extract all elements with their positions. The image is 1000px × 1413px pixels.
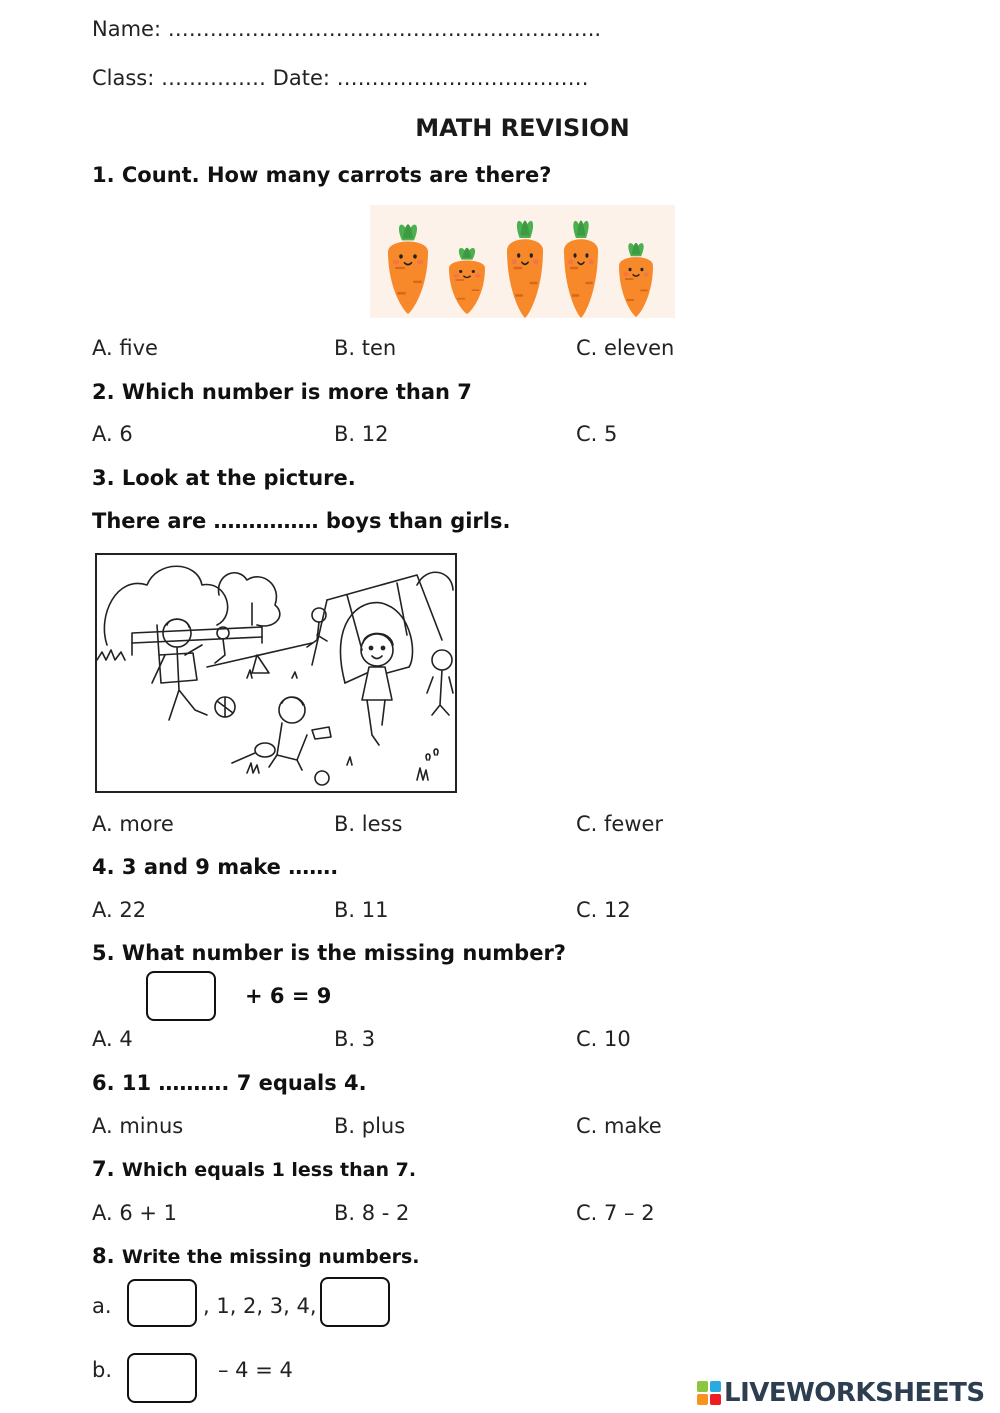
q4-option-b[interactable]: B. 11 <box>334 898 389 922</box>
question-8-number: 8. <box>92 1244 115 1268</box>
class-date-field[interactable]: Class: …………… Date: ……………………………… <box>92 66 589 90</box>
q6-option-c[interactable]: C. make <box>576 1114 662 1138</box>
q5-equation: + 6 = 9 <box>245 984 332 1008</box>
q8b-label: b. <box>92 1358 113 1382</box>
carrots-image <box>370 205 675 318</box>
question-2-prompt: 2. Which number is more than 7 <box>92 380 472 404</box>
question-3-subprompt: There are …………… boys than girls. <box>92 509 511 533</box>
q5-answer-box[interactable] <box>146 971 216 1021</box>
q6-option-a[interactable]: A. minus <box>92 1114 184 1138</box>
q7-option-a[interactable]: A. 6 + 1 <box>92 1201 178 1225</box>
question-7-prompt <box>92 1157 416 1181</box>
page-title: MATH REVISION <box>415 114 630 142</box>
q7-option-c[interactable]: C. 7 – 2 <box>576 1201 655 1225</box>
q5-option-a[interactable]: A. 4 <box>92 1027 133 1051</box>
q1-option-b[interactable]: B. ten <box>334 336 397 360</box>
q8a-answer-box-2[interactable] <box>320 1277 390 1327</box>
q3-option-b[interactable]: B. less <box>334 812 403 836</box>
carrot-icon-3 <box>507 221 543 319</box>
q8a-sequence: , 1, 2, 3, 4, <box>203 1294 317 1318</box>
q6-option-b[interactable]: B. plus <box>334 1114 406 1138</box>
q8b-equation: – 4 = 4 <box>218 1358 293 1382</box>
q8a-answer-box-1[interactable] <box>127 1279 197 1327</box>
q1-option-a[interactable]: A. five <box>92 336 158 360</box>
playground-picture <box>95 553 457 793</box>
q4-option-a[interactable]: A. 22 <box>92 898 147 922</box>
q5-option-c[interactable]: C. 10 <box>576 1027 631 1051</box>
q2-option-c[interactable]: C. 5 <box>576 422 618 446</box>
name-field[interactable]: Name: …………………………………………………….. <box>92 17 602 41</box>
question-7-number: 7. <box>92 1157 115 1181</box>
question-8-text: Write the missing numbers. <box>121 1246 420 1268</box>
q4-option-c[interactable]: C. 12 <box>576 898 631 922</box>
q3-option-a[interactable]: A. more <box>92 812 174 836</box>
q2-option-a[interactable]: A. 6 <box>92 422 133 446</box>
q8b-answer-box[interactable] <box>127 1353 197 1403</box>
logo-text: LIVEWORKSHEETS <box>724 1378 985 1408</box>
question-7-text: Which equals 1 less than 7. <box>121 1159 417 1181</box>
q1-option-c[interactable]: C. eleven <box>576 336 675 360</box>
question-8-prompt <box>92 1244 420 1268</box>
q8a-label: a. <box>92 1294 112 1318</box>
question-3-prompt: 3. Look at the picture. <box>92 466 356 490</box>
q7-option-b[interactable]: B. 8 - 2 <box>334 1201 410 1225</box>
q5-option-b[interactable]: B. 3 <box>334 1027 376 1051</box>
logo-mark-icon <box>697 1381 721 1405</box>
question-6-prompt: 6. 11 ………. 7 equals 4. <box>92 1071 367 1095</box>
carrot-icon-5 <box>619 243 653 317</box>
question-1-prompt: 1. Count. How many carrots are there? <box>92 163 552 187</box>
q2-option-b[interactable]: B. 12 <box>334 422 389 446</box>
q3-option-c[interactable]: C. fewer <box>576 812 664 836</box>
carrot-icon-1 <box>388 224 428 314</box>
carrot-icon-2 <box>449 248 485 314</box>
carrot-icon-4 <box>564 221 598 319</box>
question-5-prompt: 5. What number is the missing number? <box>92 941 566 965</box>
question-4-prompt: 4. 3 and 9 make ……. <box>92 855 339 879</box>
liveworksheets-logo[interactable] <box>697 1377 985 1409</box>
